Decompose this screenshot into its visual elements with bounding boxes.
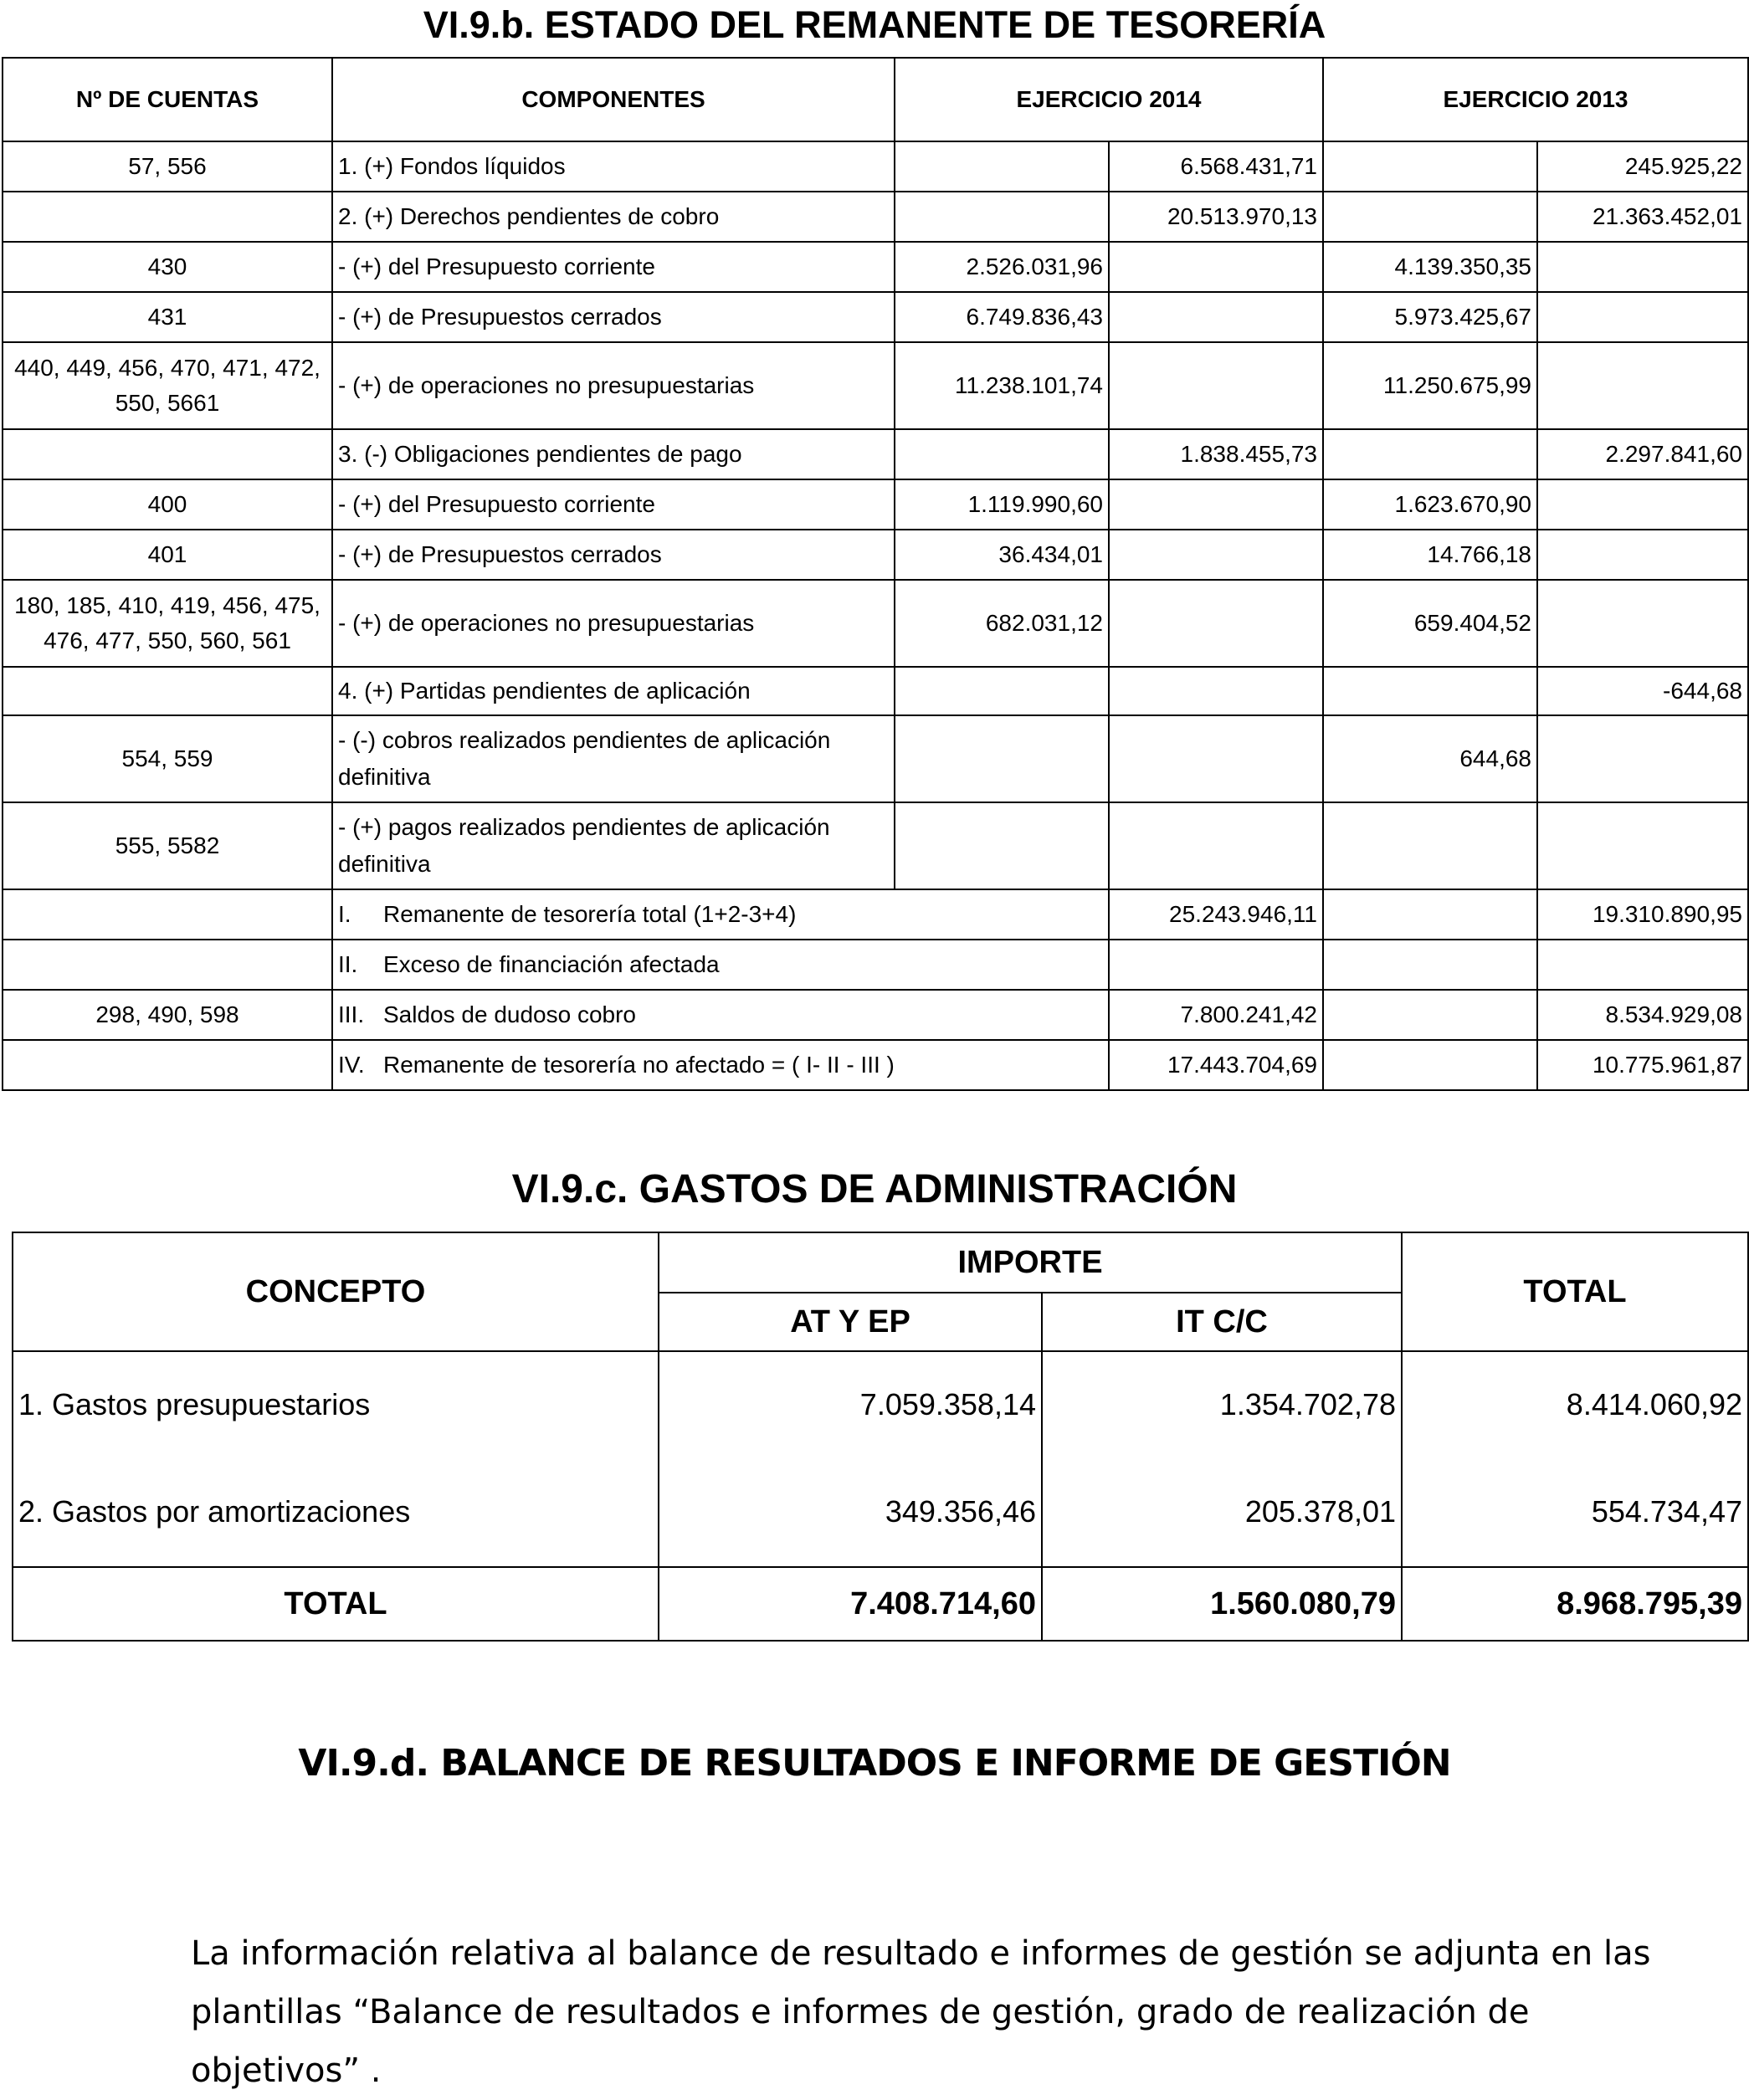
table-row bbox=[3, 580, 1748, 667]
cell-total-2014 bbox=[1109, 242, 1323, 292]
cell-detail-2013: 1.623.670,90 bbox=[1323, 479, 1537, 530]
cell-detail-2013 bbox=[1323, 1040, 1537, 1090]
header-cuentas: Nº DE CUENTAS bbox=[3, 58, 332, 141]
cell-detail-2014 bbox=[895, 802, 1109, 889]
cell-detail-2013 bbox=[1323, 940, 1537, 990]
gastos-table bbox=[12, 1232, 1749, 1642]
table-row bbox=[13, 1351, 1748, 1457]
table-row bbox=[3, 242, 1748, 292]
cell-componente: - (+) de Presupuestos cerrados bbox=[332, 530, 895, 580]
cell-cuentas bbox=[3, 889, 332, 940]
cell-detail-2013 bbox=[1323, 141, 1537, 192]
cell-total-2013: 245.925,22 bbox=[1537, 141, 1748, 192]
cell-detail-2013: 5.973.425,67 bbox=[1323, 292, 1537, 342]
summary-label: Remanente de tesorería total (1+2-3+4) bbox=[383, 901, 797, 927]
header-at-y-ep: AT Y EP bbox=[659, 1293, 1042, 1351]
cell-cuentas: 400 bbox=[3, 479, 332, 530]
header-it-cc: IT C/C bbox=[1042, 1293, 1402, 1351]
cell-detail-2014 bbox=[895, 192, 1109, 242]
table-row bbox=[3, 292, 1748, 342]
table-row bbox=[3, 479, 1748, 530]
gastos-total-row bbox=[13, 1567, 1748, 1641]
cell-cuentas: 298, 490, 598 bbox=[3, 990, 332, 1040]
cell-total-2014 bbox=[1109, 479, 1323, 530]
cell-total-2014: 7.800.241,42 bbox=[1109, 990, 1323, 1040]
cell-total-2014 bbox=[1109, 802, 1323, 889]
cell-detail-2013: 644,68 bbox=[1323, 715, 1537, 802]
cell-total-2014 bbox=[1109, 940, 1323, 990]
cell-detail-2014 bbox=[895, 667, 1109, 715]
cell-detail-2013: 11.250.675,99 bbox=[1323, 342, 1537, 429]
cell-total-2014: 1.838.455,73 bbox=[1109, 429, 1323, 479]
cell-componente bbox=[332, 1040, 1109, 1090]
roman-numeral: II. bbox=[338, 951, 358, 977]
header-ejercicio-2014: EJERCICIO 2014 bbox=[895, 58, 1323, 141]
cell-total-2013 bbox=[1537, 530, 1748, 580]
cell-total-2013 bbox=[1537, 715, 1748, 802]
cell-total-2013 bbox=[1537, 242, 1748, 292]
cell-total-2013: 8.534.929,08 bbox=[1537, 990, 1748, 1040]
cell-detail-2013: 4.139.350,35 bbox=[1323, 242, 1537, 292]
cell-detail-2013 bbox=[1323, 667, 1537, 715]
cell-it-cc: 1.354.702,78 bbox=[1042, 1351, 1402, 1457]
balance-paragraph bbox=[191, 1924, 1697, 2100]
cell-componente bbox=[332, 940, 1109, 990]
cell-componente bbox=[332, 990, 1109, 1040]
cell-total-2014 bbox=[1109, 715, 1323, 802]
table-row bbox=[3, 530, 1748, 580]
cell-componente: - (+) del Presupuesto corriente bbox=[332, 479, 895, 530]
cell-cuentas: 440, 449, 456, 470, 471, 472, 550, 5661 bbox=[3, 342, 332, 429]
summary-row bbox=[3, 889, 1748, 940]
cell-total-2014 bbox=[1109, 667, 1323, 715]
cell-total-2013 bbox=[1537, 342, 1748, 429]
header-ejercicio-2013: EJERCICIO 2013 bbox=[1323, 58, 1748, 141]
table-row bbox=[3, 141, 1748, 192]
cell-total-2013 bbox=[1537, 580, 1748, 667]
cell-detail-2014: 682.031,12 bbox=[895, 580, 1109, 667]
cell-total-2013: -644,68 bbox=[1537, 667, 1748, 715]
cell-detail-2013 bbox=[1323, 990, 1537, 1040]
remanente-section-title: VI.9.b. ESTADO DEL REMANENTE DE TESORERÍA bbox=[423, 3, 1326, 46]
cell-detail-2013 bbox=[1323, 889, 1537, 940]
cell-detail-2014: 1.119.990,60 bbox=[895, 479, 1109, 530]
cell-total-2014 bbox=[1109, 580, 1323, 667]
remanente-header-row bbox=[3, 58, 1748, 141]
header-importe: IMPORTE bbox=[659, 1232, 1402, 1293]
cell-detail-2014: 36.434,01 bbox=[895, 530, 1109, 580]
cell-at-y-ep: 349.356,46 bbox=[659, 1457, 1042, 1567]
cell-cuentas: 180, 185, 410, 419, 456, 475, 476, 477, 550, 560, 561 bbox=[3, 580, 332, 667]
header-concepto: CONCEPTO bbox=[13, 1232, 659, 1351]
summary-row bbox=[3, 990, 1748, 1040]
table-row bbox=[3, 342, 1748, 429]
cell-it-cc: 205.378,01 bbox=[1042, 1457, 1402, 1567]
cell-detail-2014: 6.749.836,43 bbox=[895, 292, 1109, 342]
cell-total-2014: 6.568.431,71 bbox=[1109, 141, 1323, 192]
gastos-section-title: VI.9.c. GASTOS DE ADMINISTRACIÓN bbox=[511, 1167, 1238, 1211]
roman-numeral: IV. bbox=[338, 1052, 365, 1078]
table-row bbox=[3, 667, 1748, 715]
cell-cuentas: 554, 559 bbox=[3, 715, 332, 802]
cell-concepto: 2. Gastos por amortizaciones bbox=[13, 1457, 659, 1567]
balance-section-title: VI.9.d. BALANCE DE RESULTADOS E INFORME DE GESTIÓN bbox=[298, 1742, 1451, 1785]
cell-detail-2013: 14.766,18 bbox=[1323, 530, 1537, 580]
cell-componente bbox=[332, 889, 1109, 940]
cell-detail-2013 bbox=[1323, 192, 1537, 242]
cell-grand-total: 8.968.795,39 bbox=[1402, 1567, 1748, 1641]
cell-total-2013 bbox=[1537, 802, 1748, 889]
cell-componente: 2. (+) Derechos pendientes de cobro bbox=[332, 192, 895, 242]
cell-componente: - (-) cobros realizados pendientes de aplicación definitiva bbox=[332, 715, 895, 802]
table-row bbox=[13, 1457, 1748, 1567]
cell-concepto-total: TOTAL bbox=[13, 1567, 659, 1641]
cell-detail-2014: 11.238.101,74 bbox=[895, 342, 1109, 429]
cell-cuentas bbox=[3, 940, 332, 990]
cell-detail-2014: 2.526.031,96 bbox=[895, 242, 1109, 292]
summary-row bbox=[3, 940, 1748, 990]
cell-componente: - (+) del Presupuesto corriente bbox=[332, 242, 895, 292]
cell-total-2013 bbox=[1537, 940, 1748, 990]
cell-detail-2013 bbox=[1323, 429, 1537, 479]
cell-cuentas bbox=[3, 429, 332, 479]
summary-row bbox=[3, 1040, 1748, 1090]
cell-componente: 4. (+) Partidas pendientes de aplicación bbox=[332, 667, 895, 715]
cell-cuentas bbox=[3, 667, 332, 715]
cell-cuentas: 555, 5582 bbox=[3, 802, 332, 889]
cell-total-2014: 20.513.970,13 bbox=[1109, 192, 1323, 242]
cell-total: 554.734,47 bbox=[1402, 1457, 1748, 1567]
cell-total-2014 bbox=[1109, 530, 1323, 580]
cell-total-2014: 17.443.704,69 bbox=[1109, 1040, 1323, 1090]
summary-label: Saldos de dudoso cobro bbox=[383, 1001, 636, 1027]
cell-total: 8.414.060,92 bbox=[1402, 1351, 1748, 1457]
table-row bbox=[3, 802, 1748, 889]
cell-cuentas bbox=[3, 1040, 332, 1090]
cell-total-2013 bbox=[1537, 479, 1748, 530]
cell-total-2013: 2.297.841,60 bbox=[1537, 429, 1748, 479]
header-componentes: COMPONENTES bbox=[332, 58, 895, 141]
cell-cuentas: 57, 556 bbox=[3, 141, 332, 192]
cell-detail-2014 bbox=[895, 429, 1109, 479]
header-total: TOTAL bbox=[1402, 1232, 1748, 1351]
cell-total-2014 bbox=[1109, 342, 1323, 429]
cell-cuentas: 401 bbox=[3, 530, 332, 580]
cell-total-2013: 10.775.961,87 bbox=[1537, 1040, 1748, 1090]
cell-at-y-ep: 7.059.358,14 bbox=[659, 1351, 1042, 1457]
cell-concepto: 1. Gastos presupuestarios bbox=[13, 1351, 659, 1457]
cell-detail-2014 bbox=[895, 715, 1109, 802]
table-row bbox=[3, 429, 1748, 479]
cell-total-2013: 19.310.890,95 bbox=[1537, 889, 1748, 940]
cell-componente: 3. (-) Obligaciones pendientes de pago bbox=[332, 429, 895, 479]
cell-cuentas: 430 bbox=[3, 242, 332, 292]
cell-total-2014 bbox=[1109, 292, 1323, 342]
gastos-header-row bbox=[13, 1232, 1748, 1293]
roman-numeral: I. bbox=[338, 901, 351, 927]
table-row bbox=[3, 192, 1748, 242]
table-row bbox=[3, 715, 1748, 802]
cell-componente: - (+) de operaciones no presupuestarias bbox=[332, 580, 895, 667]
summary-label: Exceso de financiación afectada bbox=[383, 951, 720, 977]
paragraph-line: La información relativa al balance de resultado e informes de gestión se adjunta en las bbox=[191, 1934, 1651, 1973]
cell-componente: 1. (+) Fondos líquidos bbox=[332, 141, 895, 192]
cell-componente: - (+) de Presupuestos cerrados bbox=[332, 292, 895, 342]
cell-componente: - (+) pagos realizados pendientes de aplicación definitiva bbox=[332, 802, 895, 889]
cell-detail-2014 bbox=[895, 141, 1109, 192]
cell-detail-2013 bbox=[1323, 802, 1537, 889]
cell-detail-2013: 659.404,52 bbox=[1323, 580, 1537, 667]
cell-total-2013: 21.363.452,01 bbox=[1537, 192, 1748, 242]
roman-numeral: III. bbox=[338, 1001, 365, 1027]
cell-total-2014: 25.243.946,11 bbox=[1109, 889, 1323, 940]
cell-total-2013 bbox=[1537, 292, 1748, 342]
paragraph-line: plantillas “Balance de resultados e informes de gestión, grado de realización de objetivos” . bbox=[191, 1993, 1530, 2090]
cell-componente: - (+) de operaciones no presupuestarias bbox=[332, 342, 895, 429]
cell-it-cc-total: 1.560.080,79 bbox=[1042, 1567, 1402, 1641]
cell-cuentas bbox=[3, 192, 332, 242]
cell-cuentas: 431 bbox=[3, 292, 332, 342]
cell-at-y-ep-total: 7.408.714,60 bbox=[659, 1567, 1042, 1641]
remanente-table bbox=[2, 57, 1749, 1091]
summary-label: Remanente de tesorería no afectado = ( I- II - III ) bbox=[383, 1052, 895, 1078]
